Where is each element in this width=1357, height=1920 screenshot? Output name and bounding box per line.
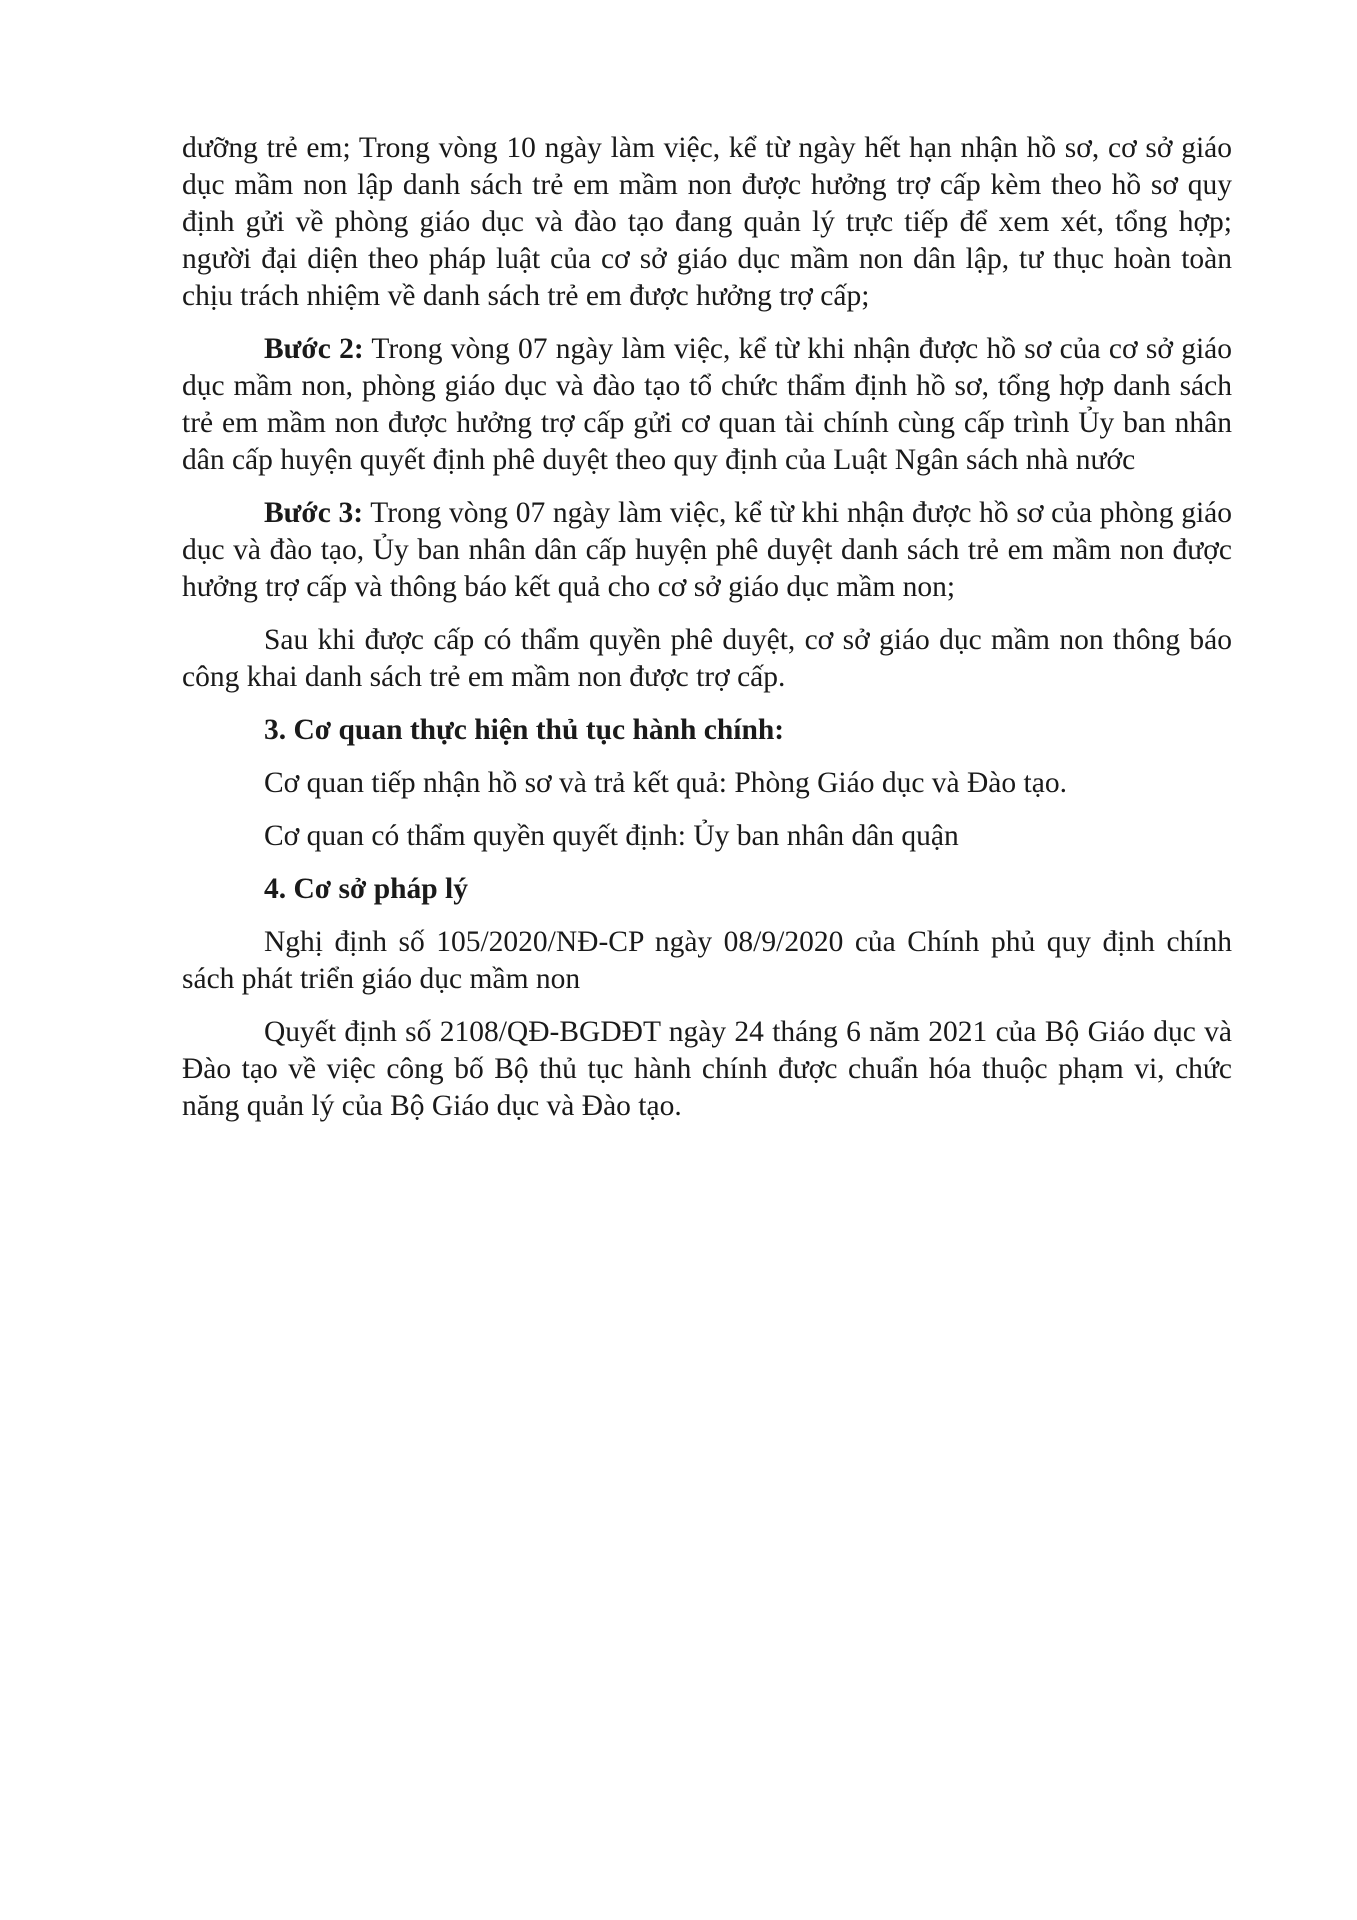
section4-decision: Quyết định số 2108/QĐ-BGDĐT ngày 24 tháng 6 năm 2021 của Bộ Giáo dục và Đào tạo về việc công bố Bộ thủ tục hành chính được chuẩn hóa thuộc phạm vi, chức năng quản lý của Bộ Giáo dục và Đào tạo. [182,1016,1232,1122]
paragraph-text: Trong vòng 07 ngày làm việc, kể từ khi nhận được hồ sơ của cơ sở giáo dục mầm non, phòng giáo dục và đào tạo tổ chức thẩm định hồ sơ, tổng hợp danh sách trẻ em mầm non được hưởng trợ cấp gửi cơ quan tài chính cùng cấp trình Ủy ban nhân dân cấp huyện quyết định phê duyệt theo quy định của Luật Ngân sách nhà nước [182,333,1232,476]
section3-deciding-agency: Cơ quan có thẩm quyền quyết định: Ủy ban nhân dân quận [264,820,959,852]
paragraph-text: Sau khi được cấp có thẩm quyền phê duyệt, cơ sở giáo dục mầm non thông báo công khai danh sách trẻ em mầm non được trợ cấp. [182,624,1232,693]
step2-label: Bước 2: [264,333,364,365]
paragraph-step3 [182,495,1232,606]
paragraph-step1-continuation [182,130,1232,315]
paragraph-after-approval [182,622,1232,696]
paragraph-text: Trong vòng 07 ngày làm việc, kể từ khi nhận được hồ sơ của phòng giáo dục và đào tạo, Ủy ban nhân dân cấp huyện phê duyệt danh sách trẻ em mầm non được hưởng trợ cấp và thông báo kết quả cho cơ sở giáo dục mầm non; [182,497,1232,603]
section4-heading: 4. Cơ sở pháp lý [264,873,468,905]
step3-label: Bước 3: [264,497,364,529]
document-page [182,130,1232,1141]
section4-decree: Nghị định số 105/2020/NĐ-CP ngày 08/9/2020 của Chính phủ quy định chính sách phát triển giáo dục mầm non [182,926,1232,995]
section3-heading: 3. Cơ quan thực hiện thủ tục hành chính: [264,714,785,746]
section3-receiving-agency: Cơ quan tiếp nhận hồ sơ và trả kết quả: Phòng Giáo dục và Đào tạo. [264,767,1067,799]
paragraph-text: dưỡng trẻ em; Trong vòng 10 ngày làm việc, kể từ ngày hết hạn nhận hồ sơ, cơ sở giáo dục mầm non lập danh sách trẻ em mầm non được hưởng trợ cấp kèm theo hồ sơ quy định gửi về phòng giáo dục và đào tạo đang quản lý trực tiếp để xem xét, tổng hợp; người đại diện theo pháp luật của cơ sở giáo dục mầm non dân lập, tư thục hoàn toàn chịu trách nhiệm về danh sách trẻ em được hưởng trợ cấp; [182,132,1232,312]
paragraph-step2 [182,331,1232,479]
